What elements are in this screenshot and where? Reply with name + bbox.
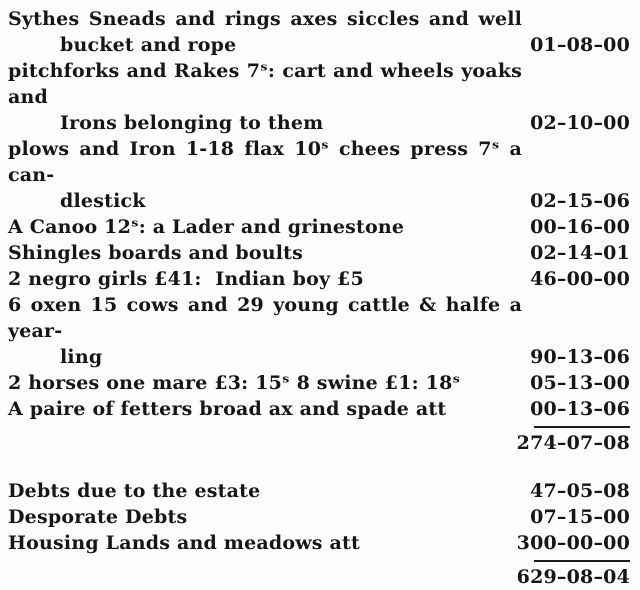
- subtotal-rule: [534, 426, 630, 428]
- item-text-line1: pitchforks and Rakes 7ˢ: cart and wheels yoaks and: [8, 60, 523, 108]
- item-text-line2: dlestick: [60, 190, 146, 212]
- item-text-line1: A paire of fetters broad ax and spade att: [8, 398, 447, 420]
- item-description: [8, 266, 522, 292]
- inventory-item-row: [8, 396, 630, 422]
- item-text-line1: 6 oxen 15 cows and 29 young cattle & halfe a year-: [8, 294, 523, 342]
- grand-total-row: [8, 556, 630, 590]
- amount-value: 02–10–00: [530, 112, 630, 134]
- item-description: [8, 292, 522, 370]
- item-text-line1: Sythes Sneads and rings axes siccles and well: [8, 8, 523, 30]
- inventory-item-row: [8, 370, 630, 396]
- item-text-line1: 2 horses one mare £3: 15ˢ 8 swine £1: 18ˢ: [8, 372, 461, 394]
- debts-section: [8, 478, 630, 590]
- item-description: [8, 214, 522, 240]
- debt-row: [8, 530, 630, 556]
- item-text-line2: Irons belonging to them: [60, 112, 324, 134]
- inventory-item-row: [8, 240, 630, 266]
- item-description: [8, 478, 522, 504]
- inventory-item-row: [8, 136, 630, 214]
- inventory-item-row: [8, 58, 630, 136]
- amount-value: 00–16–00: [530, 216, 630, 238]
- item-description: [8, 396, 522, 422]
- item-description: [8, 530, 509, 556]
- amount-value: 00–13–06: [530, 398, 630, 420]
- amount-value: 07–15–00: [530, 506, 630, 528]
- amount-value: 46–00–00: [530, 268, 630, 290]
- item-description: [8, 6, 522, 58]
- grand-total-amount: 629–08–04: [516, 566, 630, 588]
- item-description: [8, 370, 522, 396]
- amount-value: 01–08–00: [530, 34, 630, 56]
- amount-value: 02–14–01: [530, 242, 630, 264]
- item-text-line1: Desporate Debts: [8, 506, 188, 528]
- debt-row: [8, 478, 630, 504]
- item-text-line1: Housing Lands and meadows att: [8, 532, 360, 554]
- amount-value: 90–13–06: [530, 346, 630, 368]
- item-text-line2: bucket and rope: [60, 34, 237, 56]
- amount-value: 05–13–00: [530, 372, 630, 394]
- inventory-item-row: [8, 292, 630, 370]
- amount-value: 47–05–08: [530, 480, 630, 502]
- amount-value: 300–00–00: [516, 532, 630, 554]
- item-description: [8, 58, 522, 136]
- item-text-line1: 2 negro girls £41: Indian boy £5: [8, 268, 364, 290]
- item-text-line1: Debts due to the estate: [8, 480, 261, 502]
- item-text-line2: ling: [60, 346, 103, 368]
- inventory-item-row: [8, 266, 630, 292]
- grand-total-rule: [534, 560, 630, 562]
- item-description: [8, 136, 522, 214]
- debt-row: [8, 504, 630, 530]
- item-text-line1: A Canoo 12ˢ: a Lader and grinestone: [8, 216, 405, 238]
- inventory-item-row: [8, 214, 630, 240]
- subtotal-amount: 274–07–08: [516, 432, 630, 454]
- item-description: [8, 240, 522, 266]
- subtotal-row: [8, 422, 630, 456]
- item-description: [8, 504, 522, 530]
- item-text-line1: plows and Iron 1-18 flax 10ˢ chees press 7ˢ a can-: [8, 138, 523, 186]
- item-text-line1: Shingles boards and boults: [8, 242, 304, 264]
- inventory-item-row: [8, 6, 630, 58]
- amount-value: 02–15–06: [530, 190, 630, 212]
